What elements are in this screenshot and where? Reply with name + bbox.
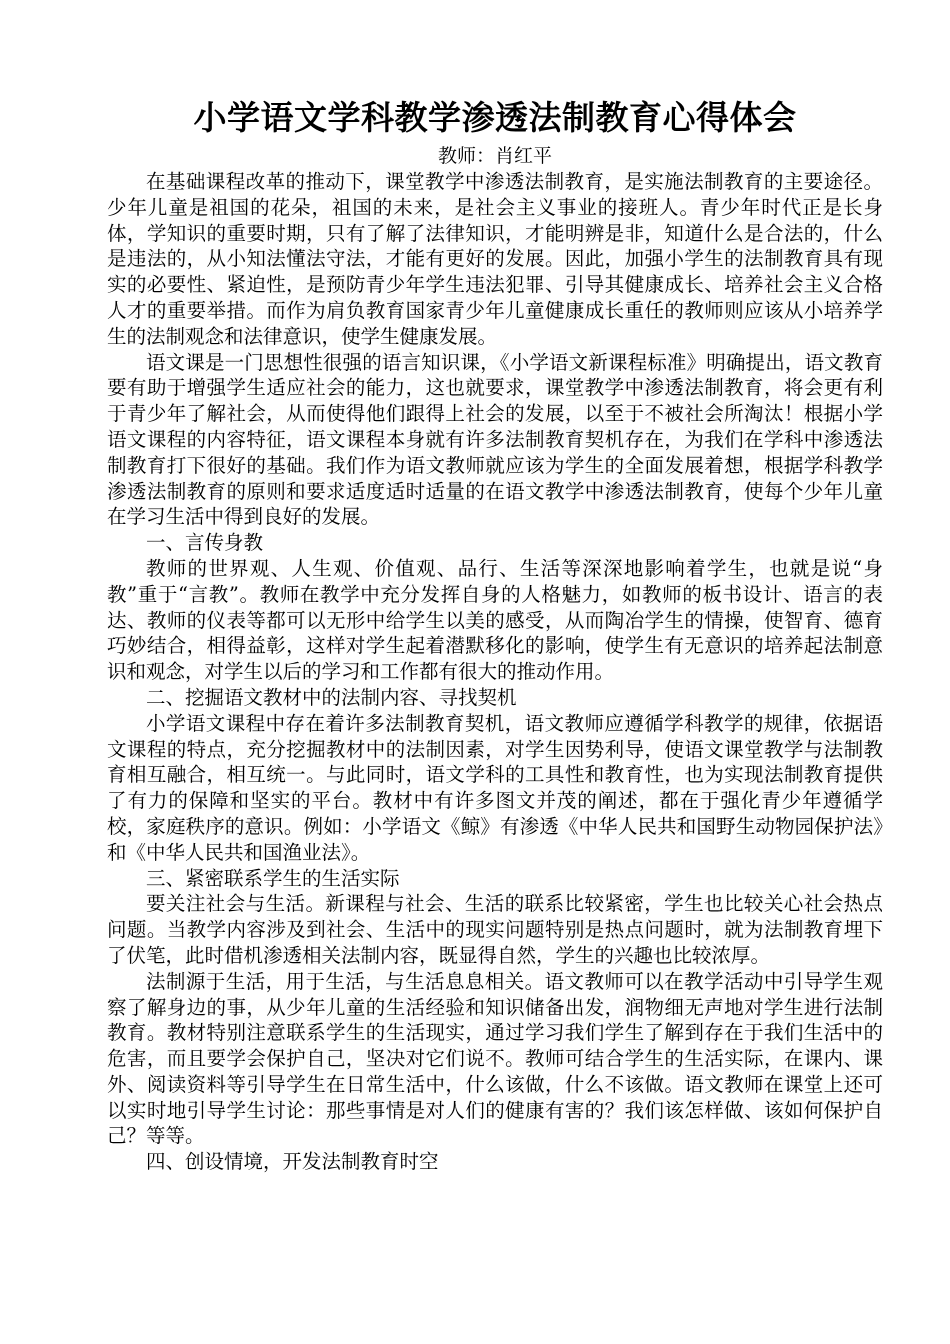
section-heading-2: 二、挖掘语文教材中的法制内容、寻找契机 xyxy=(146,685,517,709)
paragraph-law-from-life: 法制源于生活，用于生活，与生活息息相关。语文教师可以在教学活动中引导学生观察了解身边的事，从少年儿童的生活经验和知识储备出发，润物细无声地对学生进行法制教育。教材特别注意联系学生的生活现实，通过学习我们学生了解到存在于我们生活中的危害，而且要学会保护自己，坚决对它们说不。教师可结合学生的生活实际，在课内、课外、阅读资料等引导学生在日常生活中，什么该做，什么不该做。语文教师在课堂上还可以实时地引导学生讨论：那些事情是对人们的健康有害的？我们该怎样做、该如何保护自己？等等。 xyxy=(107,969,883,1148)
section-heading-4: 四、创设情境，开发法制教育时空 xyxy=(146,1150,439,1174)
section-heading-1: 一、言传身教 xyxy=(146,531,264,555)
document-author: 教师：肖红平 xyxy=(437,145,552,167)
paragraph-intro: 在基础课程改革的推动下，课堂教学中渗透法制教育，是实施法制教育的主要途径。少年儿童是祖国的花朵，祖国的未来，是社会主义事业的接班人。青少年时代正是长身体，学知识的重要时期，只有了解了法律知识，才能明辨是非，知道什么是合法的，什么是违法的，从小知法懂法守法，才能有更好的发展。因此，加强小学生的法制教育具有现实的必要性、紧迫性，是预防青少年学生违法犯罪、引导其健康成长、培养社会主义合格人才的重要举措。而作为肩负教育国家青少年儿童健康成长重任的教师则应该从小培养学生的法制观念和法律意识，使学生健康发展。 xyxy=(107,170,883,348)
paragraph-teacher-example: 教师的世界观、人生观、价值观、品行、生活等深深地影响着学生，也就是说“身教”重于“言教”。教师在教学中充分发挥自身的人格魅力，如教师的板书设计、语言的表达、教师的仪表等都可以无形中给学生以美的感受，从而陶冶学生的情操，使智育、德育巧妙结合，相得益彰，这样对学生起着潜默移化的影响，使学生有无意识的培养起法制意识和观念，对学生以后的学习和工作都有很大的推动作用。 xyxy=(107,556,883,684)
paragraph-society-life: 要关注社会与生活。新课程与社会、生活的联系比较紧密，学生也比较关心社会热点问题。当教学内容涉及到社会、生活中的现实问题特别是热点问题时，就为法制教育埋下了伏笔，此时借机渗透相关法制内容，既显得自然，学生的兴趣也比较浓厚。 xyxy=(107,892,883,967)
paragraph-textbook-content: 小学语文课程中存在着许多法制教育契机，语文教师应遵循学科教学的规律，依据语文课程的特点，充分挖掘教材中的法制因素，对学生因势利导，使语文课堂教学与法制教育相互融合，相互统一。与此同时，语文学科的工具性和教育性，也为实现法制教育提供了有力的保障和坚实的平台。教材中有许多图文并茂的阐述，都在于强化青少年遵循学校，家庭秩序的意识。例如：小学语文《鲸》有渗透《中华人民共和国野生动物园保护法》和《中华人民共和国渔业法》。 xyxy=(107,711,883,864)
document-page xyxy=(107,92,883,1175)
section-heading-3: 三、紧密联系学生的生活实际 xyxy=(146,866,400,890)
document-title: 小学语文学科教学渗透法制教育心得体会 xyxy=(193,98,797,137)
paragraph-chinese-class: 语文课是一门思想性很强的语言知识课，《小学语文新课程标准》明确提出，语文教育要有助于增强学生适应社会的能力，这也就要求，课堂教学中渗透法制教育，将会更有利于青少年了解社会，从而使得他们跟得上社会的发展，以至于不被社会所淘汰！根据小学语文课程的内容特征，语文课程本身就有许多法制教育契机存在，为我们在学科中渗透法制教育打下很好的基础。我们作为语文教师就应该为学生的全面发展着想，根据学科教学渗透法制教育的原则和要求适度适时适量的在语文教学中渗透法制教育，使每个少年儿童在学习生活中得到良好的发展。 xyxy=(107,350,883,529)
